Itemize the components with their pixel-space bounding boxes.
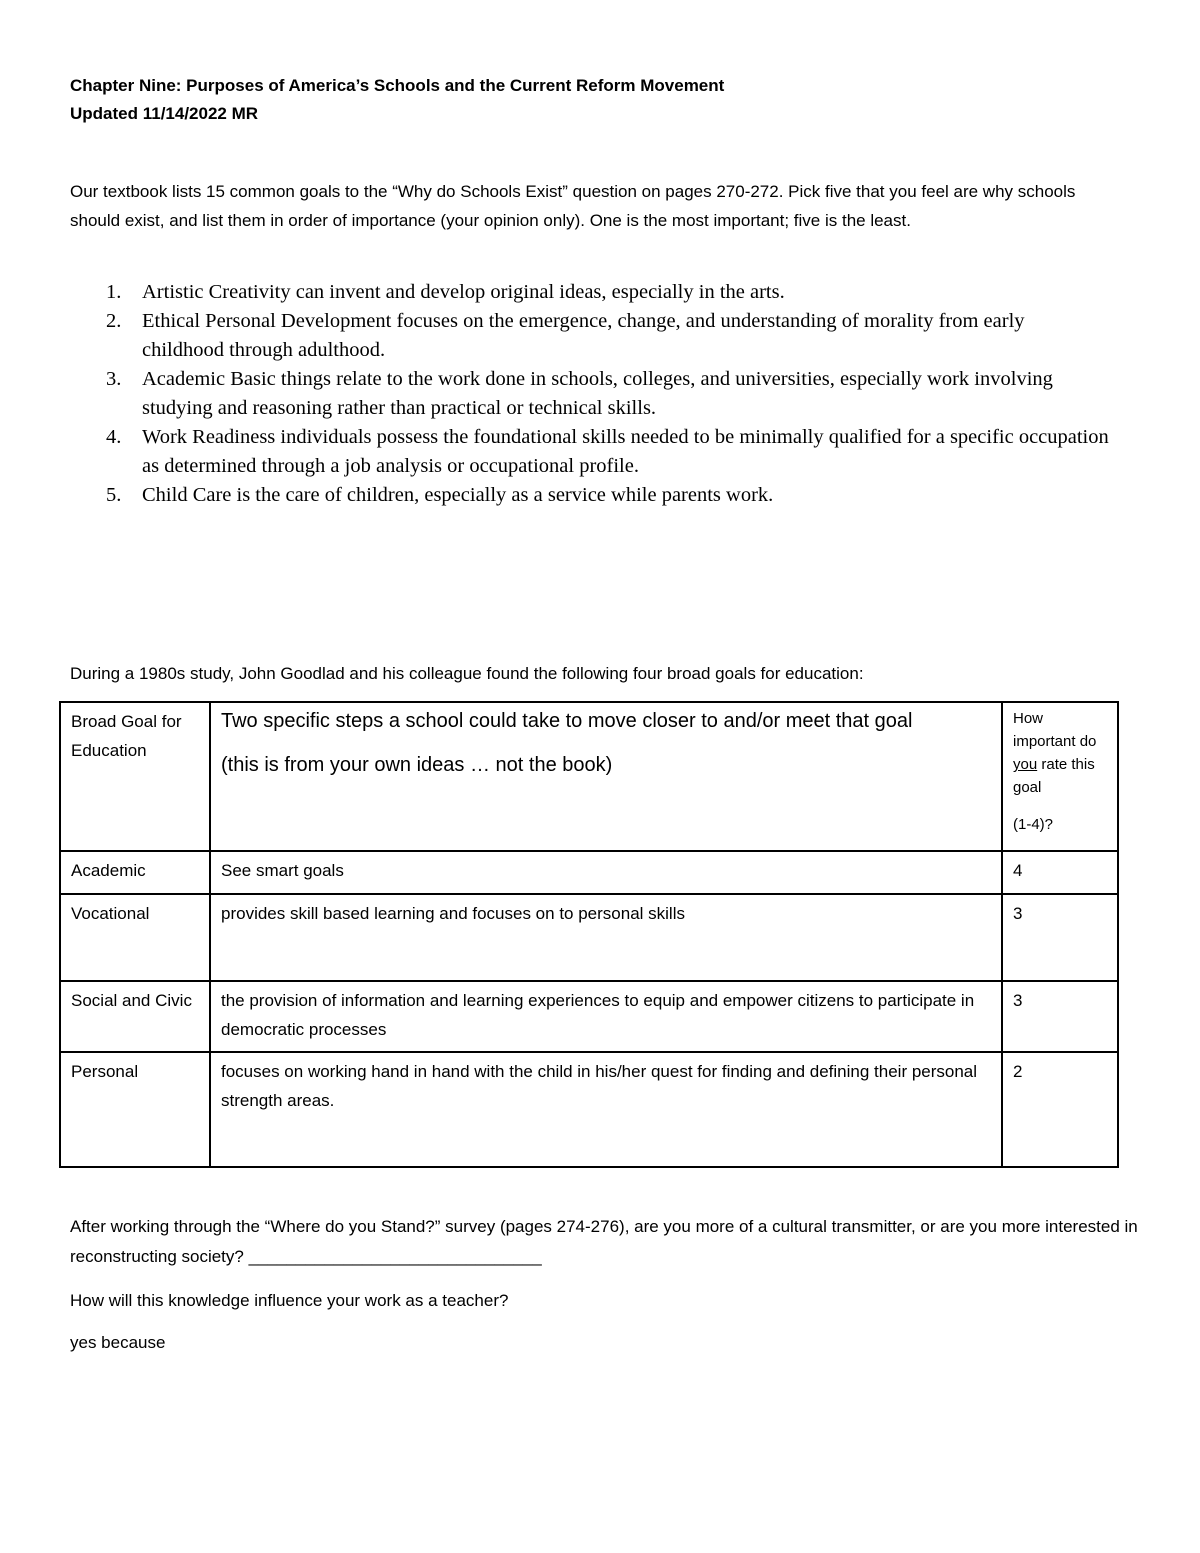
cell-goal: Personal [60,1052,210,1167]
list-item-number: 1. [106,281,122,303]
goals-table [59,701,1119,1168]
header-rate-you: you [1013,756,1038,773]
table-header-row [60,702,1118,851]
header-rate-range: (1-4)? [1013,816,1054,833]
table-row [60,1052,1118,1167]
table-row [60,981,1118,1052]
cell-rating: 4 [1002,851,1118,894]
list-item [100,278,1110,307]
header-steps-title: Two specific steps a school could take to move closer to and/or meet that goal [221,710,913,732]
list-item-number: 4. [106,426,122,448]
list-item-text: Academic Basic things relate to the work done in schools, colleges, and universities, especially work involving studying and reasoning rather than practical or technical skills. [142,368,1053,419]
cell-steps: provides skill based learning and focuses on to personal skills [210,894,1002,981]
cell-steps: the provision of information and learning experiences to equip and empower citizens to participate in democratic processes [210,981,1002,1052]
list-item-text: Artistic Creativity can invent and develop original ideas, especially in the arts. [142,281,785,303]
header-rate-post: rate this goal [1013,756,1095,796]
table-row [60,851,1118,894]
list-item-number: 2. [106,310,122,332]
survey-question: After working through the “Where do you Stand?” survey (pages 274-276), are you more of a cultural transmitter, or are you more interested in reconstructing society? _______________________________ [70,1217,1138,1266]
header-importance-rating [1002,702,1118,851]
influence-question: How will this knowledge influence your work as a teacher? [70,1291,509,1310]
cell-rating: 3 [1002,981,1118,1052]
goals-list [100,278,1110,510]
cell-rating: 3 [1002,894,1118,981]
list-item-number: 5. [106,484,122,506]
header-steps-subtitle: (this is from your own ideas … not the book) [221,754,613,776]
list-item [100,365,1110,423]
header-rate-pre: How important do [1013,710,1097,750]
influence-answer: yes because [70,1333,166,1352]
list-item [100,481,1110,510]
header-broad-goal: Broad Goal for Education [60,702,210,851]
list-item [100,423,1110,481]
intro-paragraph: Our textbook lists 15 common goals to the “Why do Schools Exist” question on pages 270-272. Pick five that you feel are why schools should exist, and list them in order of importance (your opinion only). One is the most important; five is the least. [70,182,1076,230]
updated-line: Updated 11/14/2022 MR [70,104,259,123]
table-row [60,894,1118,981]
chapter-title: Chapter Nine: Purposes of America’s Schools and the Current Reform Movement [70,76,725,95]
list-item-text: Ethical Personal Development focuses on the emergence, change, and understanding of morality from early childhood through adulthood. [142,310,1025,361]
study-intro: During a 1980s study, John Goodlad and his colleague found the following four broad goals for education: [70,664,864,683]
header-specific-steps [210,702,1002,851]
list-item [100,307,1110,365]
list-item-text: Child Care is the care of children, especially as a service while parents work. [142,484,774,506]
list-item-text: Work Readiness individuals possess the foundational skills needed to be minimally qualified for a specific occupation as determined through a job analysis or occupational profile. [142,426,1109,477]
list-item-number: 3. [106,368,122,390]
cell-rating: 2 [1002,1052,1118,1167]
cell-steps: focuses on working hand in hand with the child in his/her quest for finding and defining their personal strength areas. [210,1052,1002,1167]
cell-goal: Social and Civic [60,981,210,1052]
document-header [70,72,724,128]
cell-goal: Academic [60,851,210,894]
cell-steps: See smart goals [210,851,1002,894]
cell-goal: Vocational [60,894,210,981]
